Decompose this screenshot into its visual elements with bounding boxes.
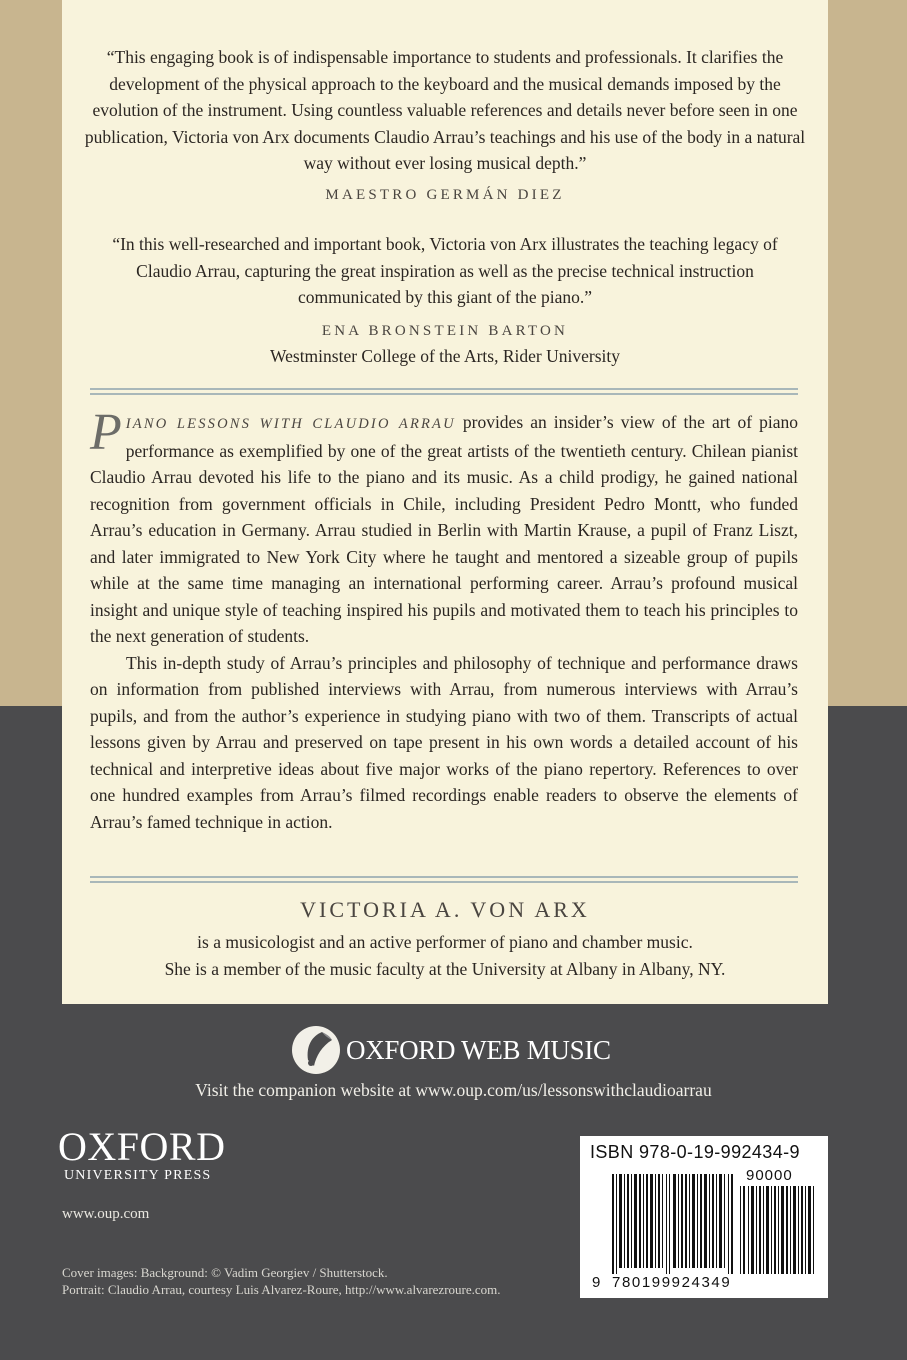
publisher-url: www.oup.com <box>62 1206 150 1222</box>
oxford-wordmark: OXFORD <box>58 1124 226 1169</box>
endorsement-author-2: ENA BRONSTEIN BARTON <box>321 323 569 339</box>
credits-line-2: Portrait: Claudio Arrau, courtesy Luis Alvarez-Roure, http://www.alvarezroure.com. <box>62 1282 501 1297</box>
description-paragraph-1-text: provides an insider’s view of the art of piano performance as exemplified by one of the great artists of the twentieth century. Chilean pianist Claudio Arrau devoted his life to the piano and its music. As a child prodigy, he gained national recognition from government officials in Chile, including President Pedro Montt, who funded Arrau’s education in Germany. Arrau studied in Berlin with Martin Krause, a pupil of Franz Liszt, and later immigrated to New York City where he taught and mentored a sizeable group of pupils while at the same time managing an international performing career. Arrau’s profound musical insight and unique style of teaching inspired his pupils and motivated them to teach his principles to the next generation of students. <box>90 412 799 646</box>
credits-line-1: Cover images: Background: © Vadim Georgiev / Shutterstock. <box>62 1265 388 1280</box>
author-name: VICTORIA A. VON ARX <box>300 897 590 922</box>
ean-lead-digit: 9 <box>592 1274 601 1291</box>
back-cover-panel <box>62 0 828 1004</box>
price-addon-bars <box>740 1186 818 1274</box>
endorsement-affiliation-2: Westminster College of the Arts, Rider University <box>270 346 620 366</box>
double-rule-bottom <box>90 876 798 883</box>
price-addon-digits: 90000 <box>746 1167 793 1184</box>
book-title-inline: IANO LESSONS WITH CLAUDIO ARRAU <box>125 416 456 432</box>
endorsement-quote-2: “In this well-researched and important book, Victoria von Arx illustrates the teaching legacy of Claudio Arrau, capturing the great inspiration as well as the precise technical instruction communicated by this giant of the piano.” <box>112 234 778 307</box>
description-paragraph-1 <box>90 404 799 650</box>
gramophone-horn-icon <box>292 1026 340 1074</box>
double-rule-top <box>90 388 798 395</box>
university-press-label: UNIVERSITY PRESS <box>64 1168 212 1183</box>
companion-website-line: Visit the companion website at www.oup.com/us/lessonswithclaudioarrau <box>195 1080 712 1100</box>
book-description <box>90 404 799 835</box>
description-paragraph-2: This in-depth study of Arrau’s principles and philosophy of technique and performance draws on information from published interviews with Arrau, from numerous interviews with Arrau’s pupils, and from the author’s experience in studying piano with two of them. Transcripts of actual lessons given by Arrau and preserved on tape present in his own words a detailed account of his technical and interpretive ideas about five major works of the piano repertory. References to over one hundred examples from Arrau’s filmed recordings enable readers to observe the elements of Arrau’s famed technique in action. <box>90 652 798 832</box>
drop-cap: P <box>90 404 122 461</box>
author-bio-line-2: She is a member of the music faculty at the University at Albany in Albany, NY. <box>164 959 726 979</box>
cover-credits <box>62 1264 501 1298</box>
oxford-web-music-logo <box>292 1024 612 1076</box>
author-bio-line-1: is a musicologist and an active performer of piano and chamber music. <box>197 932 693 952</box>
isbn-barcode <box>580 1136 828 1298</box>
endorsement-quote-1: “This engaging book is of indispensable importance to students and professionals. It clarifies the development of the physical approach to the keyboard and the musical demands imposed by the evolution of the instrument. Using countless valuable references and details never before seen in one publication, Victoria von Arx documents Claudio Arrau’s teachings and his use of the body in a natural way without ever losing musical depth.” <box>84 47 806 173</box>
isbn-number: ISBN 978-0-19-992434-9 <box>590 1142 800 1162</box>
author-bio <box>84 929 806 983</box>
oxford-web-music-label: OXFORD WEB MUSIC <box>346 1034 611 1065</box>
endorsement-author-1: MAESTRO GERMÁN DIEZ <box>325 187 565 203</box>
ean-digits: 780199924349 <box>612 1274 732 1291</box>
ean-barcode-bars <box>612 1174 736 1274</box>
